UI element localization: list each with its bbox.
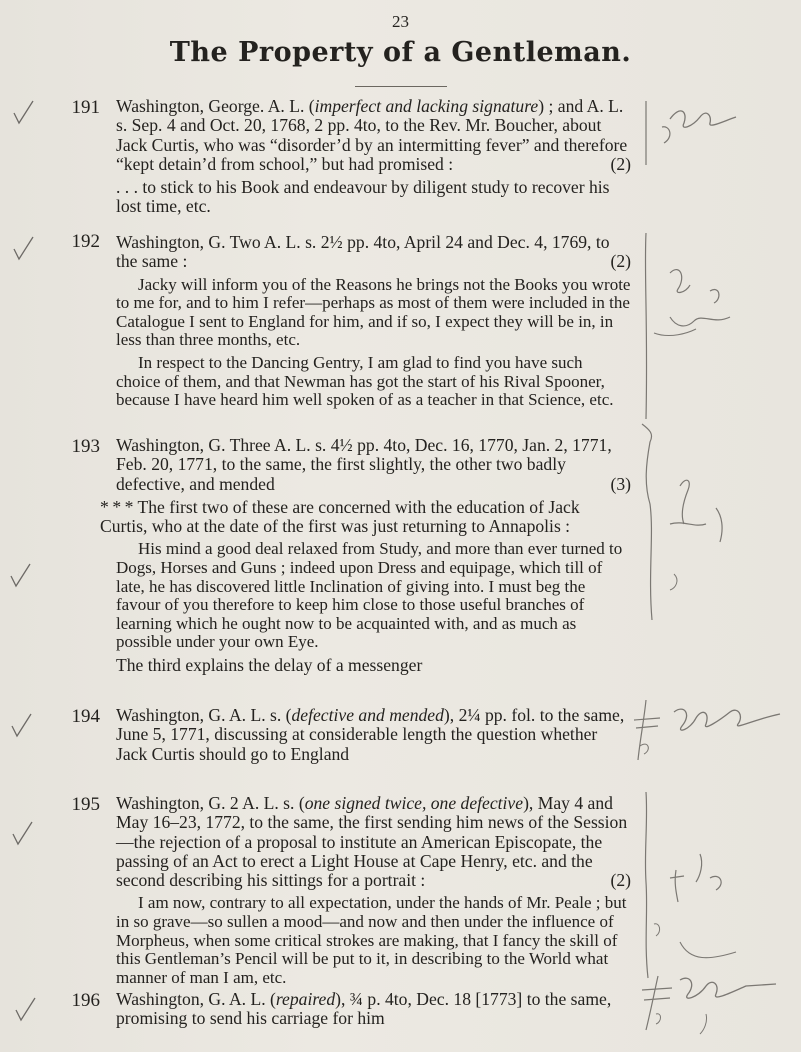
lot-number: 195 [71, 794, 100, 815]
lot-heading: Washington, G. 2 A. L. s. (one signed twice, one defective), May 4 and May 16–23, 1772, to the same, the first sending him news of the Session—the rejection of a proposal to institute an American Episcopate, the passing of an Act to erect a Light House at Cape Henry, etc. and the second describing his sittings for a portrait : (2) [116, 793, 631, 891]
item-count: (2) [610, 251, 631, 272]
lot-quotation: Jacky will inform you of the Reasons he brings not the Books you wrote to me for, and to him I refer—perhaps as most of them were included in the Catalogue I sent to England for him, and if so, I expect they will be in, in less than three months, etc. [116, 274, 631, 350]
lot-number: 191 [71, 97, 100, 118]
pencil-price-annotation-icon [640, 424, 770, 624]
lot-note: * * * The first two of these are concerned with the education of Jack Curtis, who at the date of the first was just returning to Annapolis : [100, 496, 580, 537]
pencil-tick-icon [11, 235, 37, 263]
pencil-tick-icon [11, 99, 37, 127]
pencil-tick-icon [10, 820, 36, 848]
lot-quotation-continued: In respect to the Dancing Gentry, I am glad to find you have such choice of them, and that Newman has got the start of his Rival Spooner, because I have heard him well spoken of as a teacher in that Science, etc. [116, 352, 614, 410]
lot-quotation: His mind a good deal relaxed from Study, and more than ever turned to Dogs, Horses and Guns ; indeed upon Dress and equipage, which till of late, he has discovered little Inclination of giving into. I must beg the favour of you therefore to keep him close to those useful branches of learning which he ought now to be acquainted with, and as much as possible under your own Eye. [116, 539, 623, 652]
item-count: (2) [610, 870, 631, 891]
title-rule [355, 86, 447, 87]
pencil-price-annotation-icon [640, 792, 770, 982]
page-number: 23 [392, 12, 409, 31]
item-count: (2) [610, 153, 631, 174]
lot-description [116, 706, 631, 764]
lot-number: 192 [71, 231, 100, 252]
lot-number: 194 [71, 706, 100, 727]
lot-description [116, 794, 631, 987]
lot-heading: Washington, G. A. L. s. (defective and mended), 2¼ pp. fol. to the same, June 5, 1771, discussing at considerable length the question whether Jack Curtis should go to England [116, 705, 625, 764]
lot-heading: Washington, G. Two A. L. s. 2½ pp. 4to, April 24 and Dec. 4, 1769, to the same : (2) [116, 232, 631, 272]
pencil-tick-icon [8, 562, 34, 590]
pencil-price-annotation-icon [640, 233, 770, 423]
pencil-tick-icon [9, 712, 35, 740]
lot-description [100, 435, 631, 676]
pencil-tick-icon [13, 996, 39, 1024]
running-title: The Property of a Gentleman. [169, 37, 632, 68]
pencil-price-annotation-icon [640, 97, 770, 177]
lot-heading: Washington, G. Three A. L. s. 4½ pp. 4to, Dec. 16, 1770, Jan. 2, 1771, Feb. 20, 1771, to the same, the first slightly, the other two badly defective, and mended (3) [116, 435, 631, 494]
lot-note-continued: The third explains the delay of a messenger [116, 655, 423, 676]
lot-number: 196 [71, 990, 100, 1011]
lot-quotation: . . . to stick to his Book and endeavour by diligent study to recover his lost time, etc. [116, 177, 610, 217]
lot-heading: Washington, George. A. L. (imperfect and lacking signature) ; and A. L. s. Sep. 4 and Oct. 20, 1768, 2 pp. 4to, to the Rev. Mr. Boucher, about Jack Curtis, who was “disorder’d by an intermitting fever” and therefore “kept detain’d from school,” but had promised : (2) [116, 96, 631, 174]
lot-description [116, 97, 631, 217]
lot-description [116, 233, 631, 410]
lot-quotation: I am now, contrary to all expectation, under the hands of Mr. Peale ; but in so grave—so sullen a mood—and now and then under the influence of Morpheus, when some critical strokes are making, that I fancy the skill of this Gentleman’s Pencil will be put to it, in describing to the World what manner of man I am, etc. [116, 893, 627, 987]
item-count: (3) [610, 473, 631, 494]
lot-heading: Washington, G. A. L. (repaired), ¾ p. 4to, Dec. 18 [1773] to the same, promising to send his carriage for him [116, 989, 612, 1029]
pencil-price-annotation-icon [636, 970, 786, 1040]
pencil-price-annotation-icon [630, 690, 790, 770]
lot-number: 193 [71, 436, 100, 457]
lot-description [116, 990, 631, 1029]
